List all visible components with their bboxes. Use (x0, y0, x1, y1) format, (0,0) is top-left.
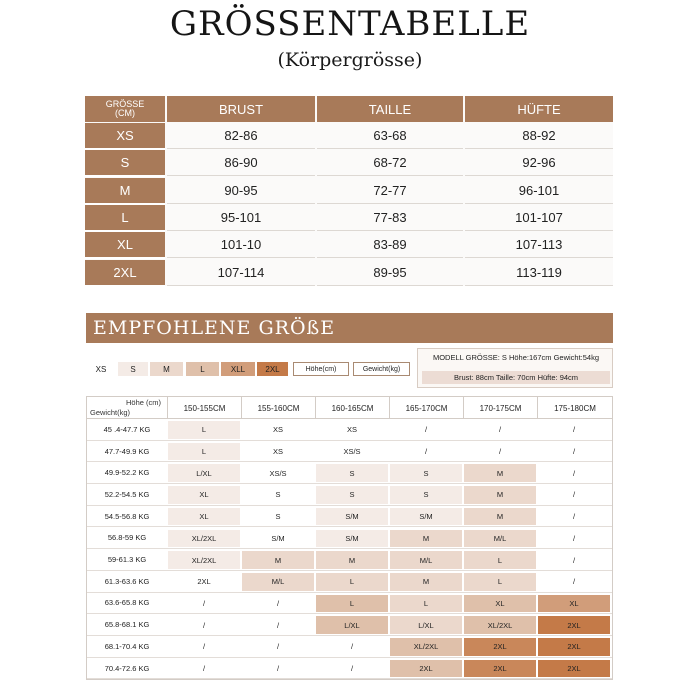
recommended-size-cell: / (464, 443, 536, 461)
weight-label: 59-61.3 KG (107, 555, 147, 565)
size-table (85, 96, 613, 286)
height-column-header: 175-180CM (537, 397, 612, 419)
recommended-size-cell: XS (316, 421, 388, 439)
recommended-size-cell: / (242, 595, 314, 613)
weight-row (87, 484, 612, 506)
recommended-size-cell: / (168, 638, 240, 656)
corner-height-label: Höhe (cm) (125, 398, 161, 407)
recommended-size-cell: M/L (390, 551, 462, 569)
weight-row (87, 528, 612, 550)
size-header (85, 96, 165, 122)
recommended-size-cell: S/M (390, 508, 462, 526)
size-label: XS (85, 123, 165, 150)
recommended-size-cell: 2XL (538, 660, 610, 678)
recommended-size-cell: S (242, 508, 314, 526)
corner-cell (87, 397, 167, 419)
weight-label: 61.3-63.6 KG (104, 576, 150, 586)
weight-row (87, 614, 612, 636)
legend-swatch: XS (86, 362, 116, 376)
model-info (417, 348, 613, 388)
huefte-header: HÜFTE (465, 96, 613, 122)
recommendation-table (86, 396, 613, 680)
height-column-header: 160-165CM (315, 397, 389, 419)
recommended-size-cell: M (242, 551, 314, 569)
recommended-size-cell: / (390, 421, 462, 439)
recommended-size-cell: / (538, 551, 610, 569)
weight-label: 45 .4-47.7 KG (103, 424, 151, 434)
recommended-size-cell: XS (242, 443, 314, 461)
size-table-header (85, 96, 613, 122)
recommended-size-cell: 2XL (390, 660, 462, 678)
size-row (85, 232, 613, 258)
recommended-size-cell: S (316, 486, 388, 504)
recommended-size-cell: / (316, 638, 388, 656)
recommended-size-cell: 2XL (168, 573, 240, 591)
page-title: GRÖSSENTABELLE (169, 4, 531, 44)
weight-label: 47.7-49.9 KG (104, 446, 150, 456)
recommended-size-cell: / (464, 421, 536, 439)
size-label: 2XL (85, 260, 165, 287)
size-value-cell: 63-68 (317, 123, 463, 149)
recommended-size-cell: / (538, 508, 610, 526)
size-row (85, 123, 613, 149)
recommended-size-cell: M (464, 486, 536, 504)
recommended-size-cell: / (538, 421, 610, 439)
size-value-cell: 77-83 (317, 205, 463, 231)
recommended-size-cell: 2XL (538, 616, 610, 634)
size-value-cell: 92-96 (465, 150, 613, 176)
taille-header: TAILLE (317, 96, 463, 122)
size-row (85, 178, 613, 204)
size-value-cell: 101-107 (465, 205, 613, 231)
size-value-cell: 107-114 (167, 260, 315, 286)
size-value-cell: 83-89 (317, 232, 463, 258)
recommended-size-cell: XS (242, 421, 314, 439)
size-value-cell: 72-77 (317, 178, 463, 204)
recommended-size-cell: 2XL (538, 638, 610, 656)
recommended-size-cell: XS/S (242, 464, 314, 482)
recommended-size-cell: S/M (242, 530, 314, 548)
size-value-cell: 88-92 (465, 123, 613, 149)
recommended-size-cell: M (316, 551, 388, 569)
recommended-size-cell: / (168, 660, 240, 678)
weight-label: 49.9-52.2 KG (104, 468, 150, 478)
recommended-size-cell: S (390, 486, 462, 504)
recommended-size-cell: S (242, 486, 314, 504)
recommended-size-cell: L (316, 573, 388, 591)
legend-swatch: L (186, 362, 219, 376)
recommended-size-cell: M (464, 464, 536, 482)
recommended-size-cell: / (538, 443, 610, 461)
recommended-size-cell: L/XL (168, 464, 240, 482)
recommended-size-cell: / (390, 443, 462, 461)
recommendation-header (87, 397, 612, 419)
recommended-size-cell: L/XL (316, 616, 388, 634)
recommended-size-cell: M (390, 530, 462, 548)
recommended-size-cell: / (168, 595, 240, 613)
recommended-size-cell: XL/2XL (464, 616, 536, 634)
height-column-header: 170-175CM (463, 397, 537, 419)
recommended-size-cell: S/M (316, 508, 388, 526)
legend-swatch: M (150, 362, 183, 376)
corner-weight-label: Gewicht(kg) (90, 408, 131, 417)
size-value-cell: 68-72 (317, 150, 463, 176)
recommended-size-cell: M (464, 508, 536, 526)
size-value-cell: 96-101 (465, 178, 613, 204)
recommended-size-cell: / (242, 616, 314, 634)
size-row (85, 150, 613, 176)
weight-row (87, 419, 612, 441)
height-column-header: 155-160CM (241, 397, 315, 419)
recommended-size-cell: L (464, 573, 536, 591)
recommended-size-cell: / (538, 573, 610, 591)
size-value-cell: 95-101 (167, 205, 315, 231)
recommended-size-cell: M/L (242, 573, 314, 591)
model-measure-line: Brust: 88cm Taille: 70cm Hüfte: 94cm (422, 371, 610, 384)
size-value-cell: 90-95 (167, 178, 315, 204)
weight-row (87, 462, 612, 484)
recommended-size-cell: L (168, 421, 240, 439)
recommended-size-cell: L (316, 595, 388, 613)
legend-swatch: S (118, 362, 148, 376)
recommended-size-cell: / (242, 660, 314, 678)
size-row (85, 260, 613, 286)
size-value-cell: 86-90 (167, 150, 315, 176)
weight-label: 70.4-72.6 KG (104, 663, 150, 673)
recommended-size-cell: L/XL (390, 616, 462, 634)
recommended-size-cell: XL/2XL (390, 638, 462, 656)
weight-row (87, 549, 612, 571)
legend-height: Höhe(cm) (293, 362, 349, 376)
weight-row (87, 441, 612, 463)
recommended-size-cell: 2XL (464, 638, 536, 656)
recommended-size-cell: M/L (464, 530, 536, 548)
weight-label: 54.5-56.8 KG (104, 511, 150, 521)
legend-swatch: 2XL (257, 362, 288, 376)
size-label: M (85, 178, 165, 205)
size-header-unit: (CM) (115, 108, 135, 118)
size-value-cell: 113-119 (465, 260, 613, 286)
recommended-size-cell: XL/2XL (168, 551, 240, 569)
recommended-size-cell: / (242, 638, 314, 656)
recommended-size-cell: L (464, 551, 536, 569)
recommended-size-cell: S/M (316, 530, 388, 548)
weight-row (87, 593, 612, 615)
weight-label: 68.1-70.4 KG (104, 641, 150, 651)
recommended-size-cell: / (538, 486, 610, 504)
recommended-size-cell: / (168, 616, 240, 634)
recommended-size-cell: XL (168, 508, 240, 526)
recommended-size-cell: XL (168, 486, 240, 504)
recommended-size-cell: L (168, 443, 240, 461)
recommended-size-cell: S (390, 464, 462, 482)
weight-row (87, 658, 612, 680)
recommended-size-cell: S (316, 464, 388, 482)
height-column-header: 150-155CM (167, 397, 241, 419)
size-value-cell: 101-10 (167, 232, 315, 258)
recommended-size-banner: EMPFOHLENE GRÖßE (86, 313, 613, 343)
weight-row (87, 571, 612, 593)
size-label: L (85, 205, 165, 232)
size-value-cell: 107-113 (465, 232, 613, 258)
weight-label: 52.2-54.5 KG (104, 489, 150, 499)
brust-header: BRUST (167, 96, 315, 122)
legend-swatch: XLL (221, 362, 255, 376)
recommended-size-cell: / (538, 464, 610, 482)
weight-label: 65.8-68.1 KG (104, 620, 150, 630)
recommended-size-cell: L (390, 595, 462, 613)
size-value-cell: 82-86 (167, 123, 315, 149)
size-header-label: GRÖSSE (105, 99, 145, 109)
recommended-size-cell: XS/S (316, 443, 388, 461)
model-size-line: MODELL GRÖSSE: S Höhe:167cm Gewicht:54kg (432, 353, 600, 362)
weight-row (87, 636, 612, 658)
size-value-cell: 89-95 (317, 260, 463, 286)
recommended-size-cell: / (316, 660, 388, 678)
recommended-size-cell: XL/2XL (168, 530, 240, 548)
recommended-size-cell: XL (538, 595, 610, 613)
page-subtitle: (Körpergrösse) (277, 49, 423, 71)
size-label: S (85, 150, 165, 177)
weight-label: 56.8-59 KG (107, 533, 147, 543)
height-column-header: 165-170CM (389, 397, 463, 419)
weight-row (87, 506, 612, 528)
recommended-size-cell: M (390, 573, 462, 591)
recommended-size-cell: 2XL (464, 660, 536, 678)
legend-weight: Gewicht(kg) (353, 362, 410, 376)
weight-label: 63.6-65.8 KG (104, 598, 150, 608)
size-row (85, 205, 613, 231)
recommended-size-cell: XL (464, 595, 536, 613)
size-label: XL (85, 232, 165, 259)
recommended-size-cell: / (538, 530, 610, 548)
